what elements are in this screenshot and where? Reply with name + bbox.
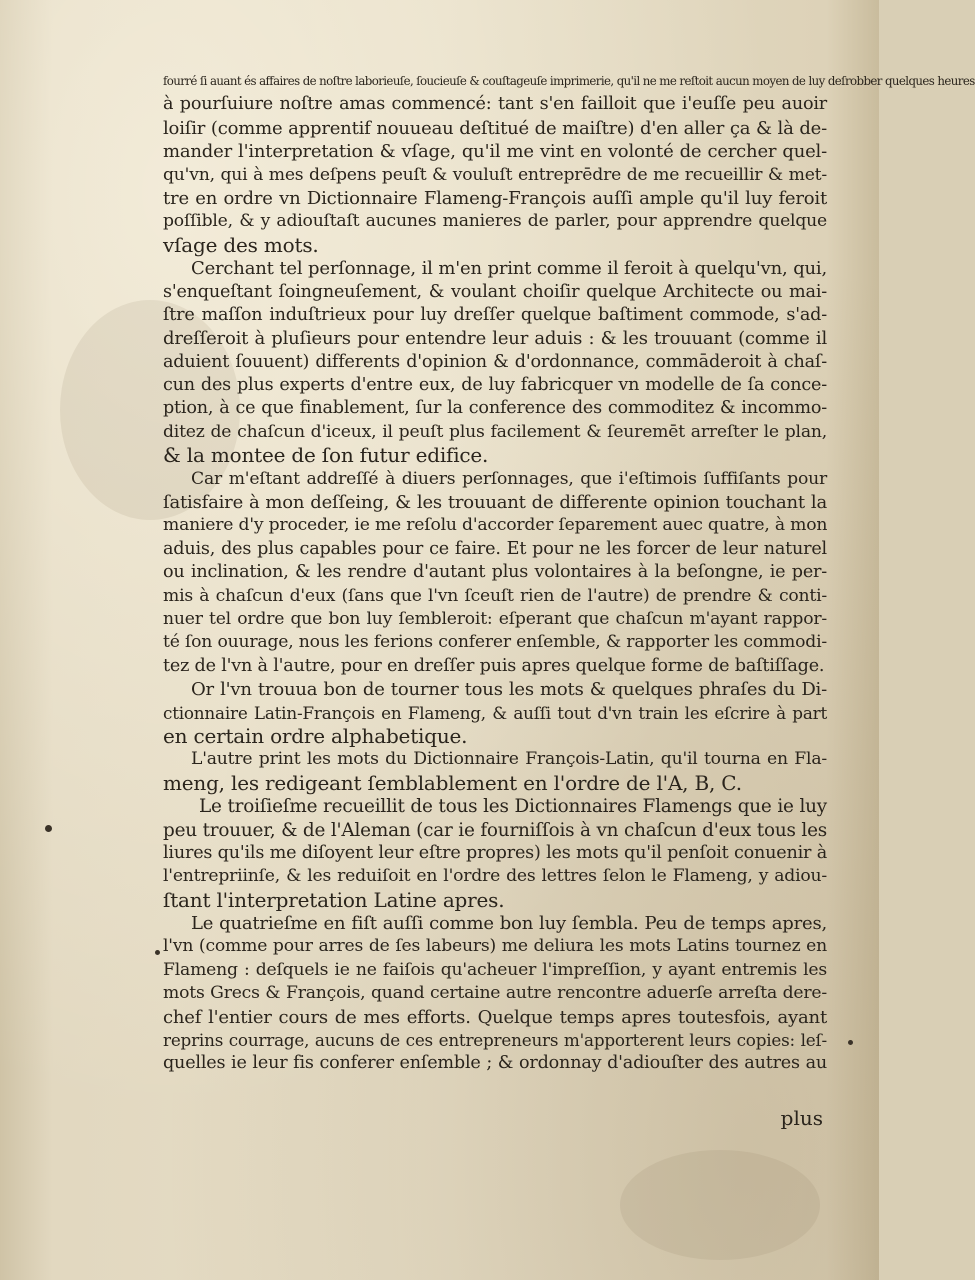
text-line: Le troiſieſme recueillit de tous les Dictionnaires Flamengs que ie luy [199,796,827,818]
text-line: Flameng : deſquels ie ne faiſois qu'acheuer l'impreſſion, y ayant entremis les [163,959,827,980]
text-line: ption, à ce que finablement, ſur la conference des commoditez & incommo- [163,398,827,419]
text-line: té ſon ouurage, nous les ferions conferer enſemble, & rapporter les commodi- [163,632,827,653]
text-line: dreſſeroit à pluſieurs pour entendre leur aduis : & les trouuant (comme il [163,328,827,350]
body-text [163,70,975,1076]
text-line: quelles ie leur fis conferer enſemble ; & ordonnay d'adiouſter des autres au [163,1053,827,1074]
text-line: maniere d'y proceder, ie me reſolu d'accorder ſeparement auec quatre, à mon [163,515,828,536]
text-line: Cerchant tel perſonnage, il m'en print comme il feroit à quelqu'vn, qui, [191,258,827,280]
text-line: Car m'eſtant addreſſé à diuers perſonnages, que i'eſtimois ſuffiſants pour [191,468,827,489]
text-line: vſage des mots. [163,232,319,257]
text-line: l'vn (comme pour arres de ſes labeurs) me deliura les mots Latins tournez en [163,936,827,957]
text-line: cun des plus experts d'entre eux, de luy fabricquer vn modelle de ſa conce- [163,375,827,396]
text-line: poſſible, & y adiouſtaſt aucunes manieres de parler, pour apprendre quelque [163,211,827,232]
margin-mark [155,950,160,955]
text-line: tez de l'vn à l'autre, pour en dreſſer puis apres quelque forme de baſtiſſage. [163,655,825,676]
text-line: meng, les redigeant ſemblablement en l'ordre de l'A, B, C. [163,770,742,795]
text-line: reprins courrage, aucuns de ces entrepreneurs m'apporterent leurs copies: leſ- [163,1030,827,1051]
text-line: ou inclination, & les rendre d'autant plus volontaires à la beſongne, ie per- [163,562,827,583]
text-line: L'autre print les mots du Dictionnaire François-Latin, qu'il tourna en Fla- [191,749,827,770]
text-line: loiſir (comme apprentif nouueau deſtitué de maiſtre) d'en aller ça & là de- [163,117,827,139]
text-line: ditez de chaſcun d'iceux, il peuſt plus facilement & ſeuremēt arreſter le plan, [163,421,827,442]
text-line: Or l'vn trouua bon de tourner tous les mots & quelques phraſes du Di- [191,679,827,701]
text-line: à pourſuiure noſtre amas commencé: tant s'en failloit que i'euſſe peu auoir [163,94,827,115]
text-line: Le quatrieſme en fiſt auſſi comme bon luy ſembla. Peu de temps apres, [191,913,827,935]
text-line: qu'vn, qui à mes deſpens peuſt & vouluſt entreprēdre de me recueillir & met- [163,164,827,185]
text-line: aduis, des plus capables pour ce faire. Et pour ne les forcer de leur naturel [163,538,827,559]
text-line: nuer tel ordre que bon luy ſembleroit: eſperant que chaſcun m'ayant rappor- [163,608,827,629]
margin-mark [45,825,52,832]
text-line: en certain ordre alphabetique. [163,723,468,748]
text-line: fourré ſi auant és affaires de noſtre laborieuſe, ſoucieuſe & couſtageuſe imprimerie, qu'il ne me reſtoit aucun moyen de luy deſrobber quelques heures [163,74,975,88]
text-line: ctionnaire Latin-François en Flameng, & auſſi tout d'vn train les eſcrire à part [163,702,827,723]
text-line: chef l'entier cours de mes efforts. Quelque temps apres toutesfois, ayant [163,1006,827,1028]
text-line: l'entrepriinſe, & les reduiſoit en l'ordre des lettres ſelon le Flameng, y adiou- [163,866,827,887]
text-line: mis à chaſcun d'eux (ſans que l'vn ſceuſt rien de l'autre) de prendre & conti- [163,585,827,606]
text-line: liures qu'ils me diſoyent leur eſtre propres) les mots qu'il penſoit conuenir à [163,842,827,863]
text-line: mots Grecs & François, quand certaine autre rencontre aduerſe arreſta dere- [163,983,827,1004]
paper-stain [620,1150,820,1260]
catchword: plus [780,1106,823,1130]
text-line: peu trouuer, & de l'Aleman (car ie fourniſſois à vn chaſcun d'eux tous les [163,819,827,841]
text-line: & la montee de ſon futur edifice. [163,443,489,468]
text-line: ſatisfaire à mon deſſeing, & les trouuant de differente opinion touchant la [163,492,827,514]
text-line: ſtant l'interpretation Latine apres. [163,887,505,912]
margin-mark [848,1040,853,1045]
text-line: aduient ſouuent) differents d'opinion & d'ordonnance, commāderoit à chaſ- [163,351,827,372]
text-line: ſtre maſſon induſtrieux pour luy dreſſer quelque baſtiment commode, s'ad- [163,304,827,325]
text-line: mander l'interpretation & vſage, qu'il me vint en volonté de cercher quel- [163,141,827,163]
text-line: tre en ordre vn Dictionnaire Flameng-François auſſi ample qu'il luy feroit [163,187,827,209]
text-line: s'enqueſtant ſoingneuſement, & voulant choiſir quelque Architecte ou mai- [163,281,827,302]
